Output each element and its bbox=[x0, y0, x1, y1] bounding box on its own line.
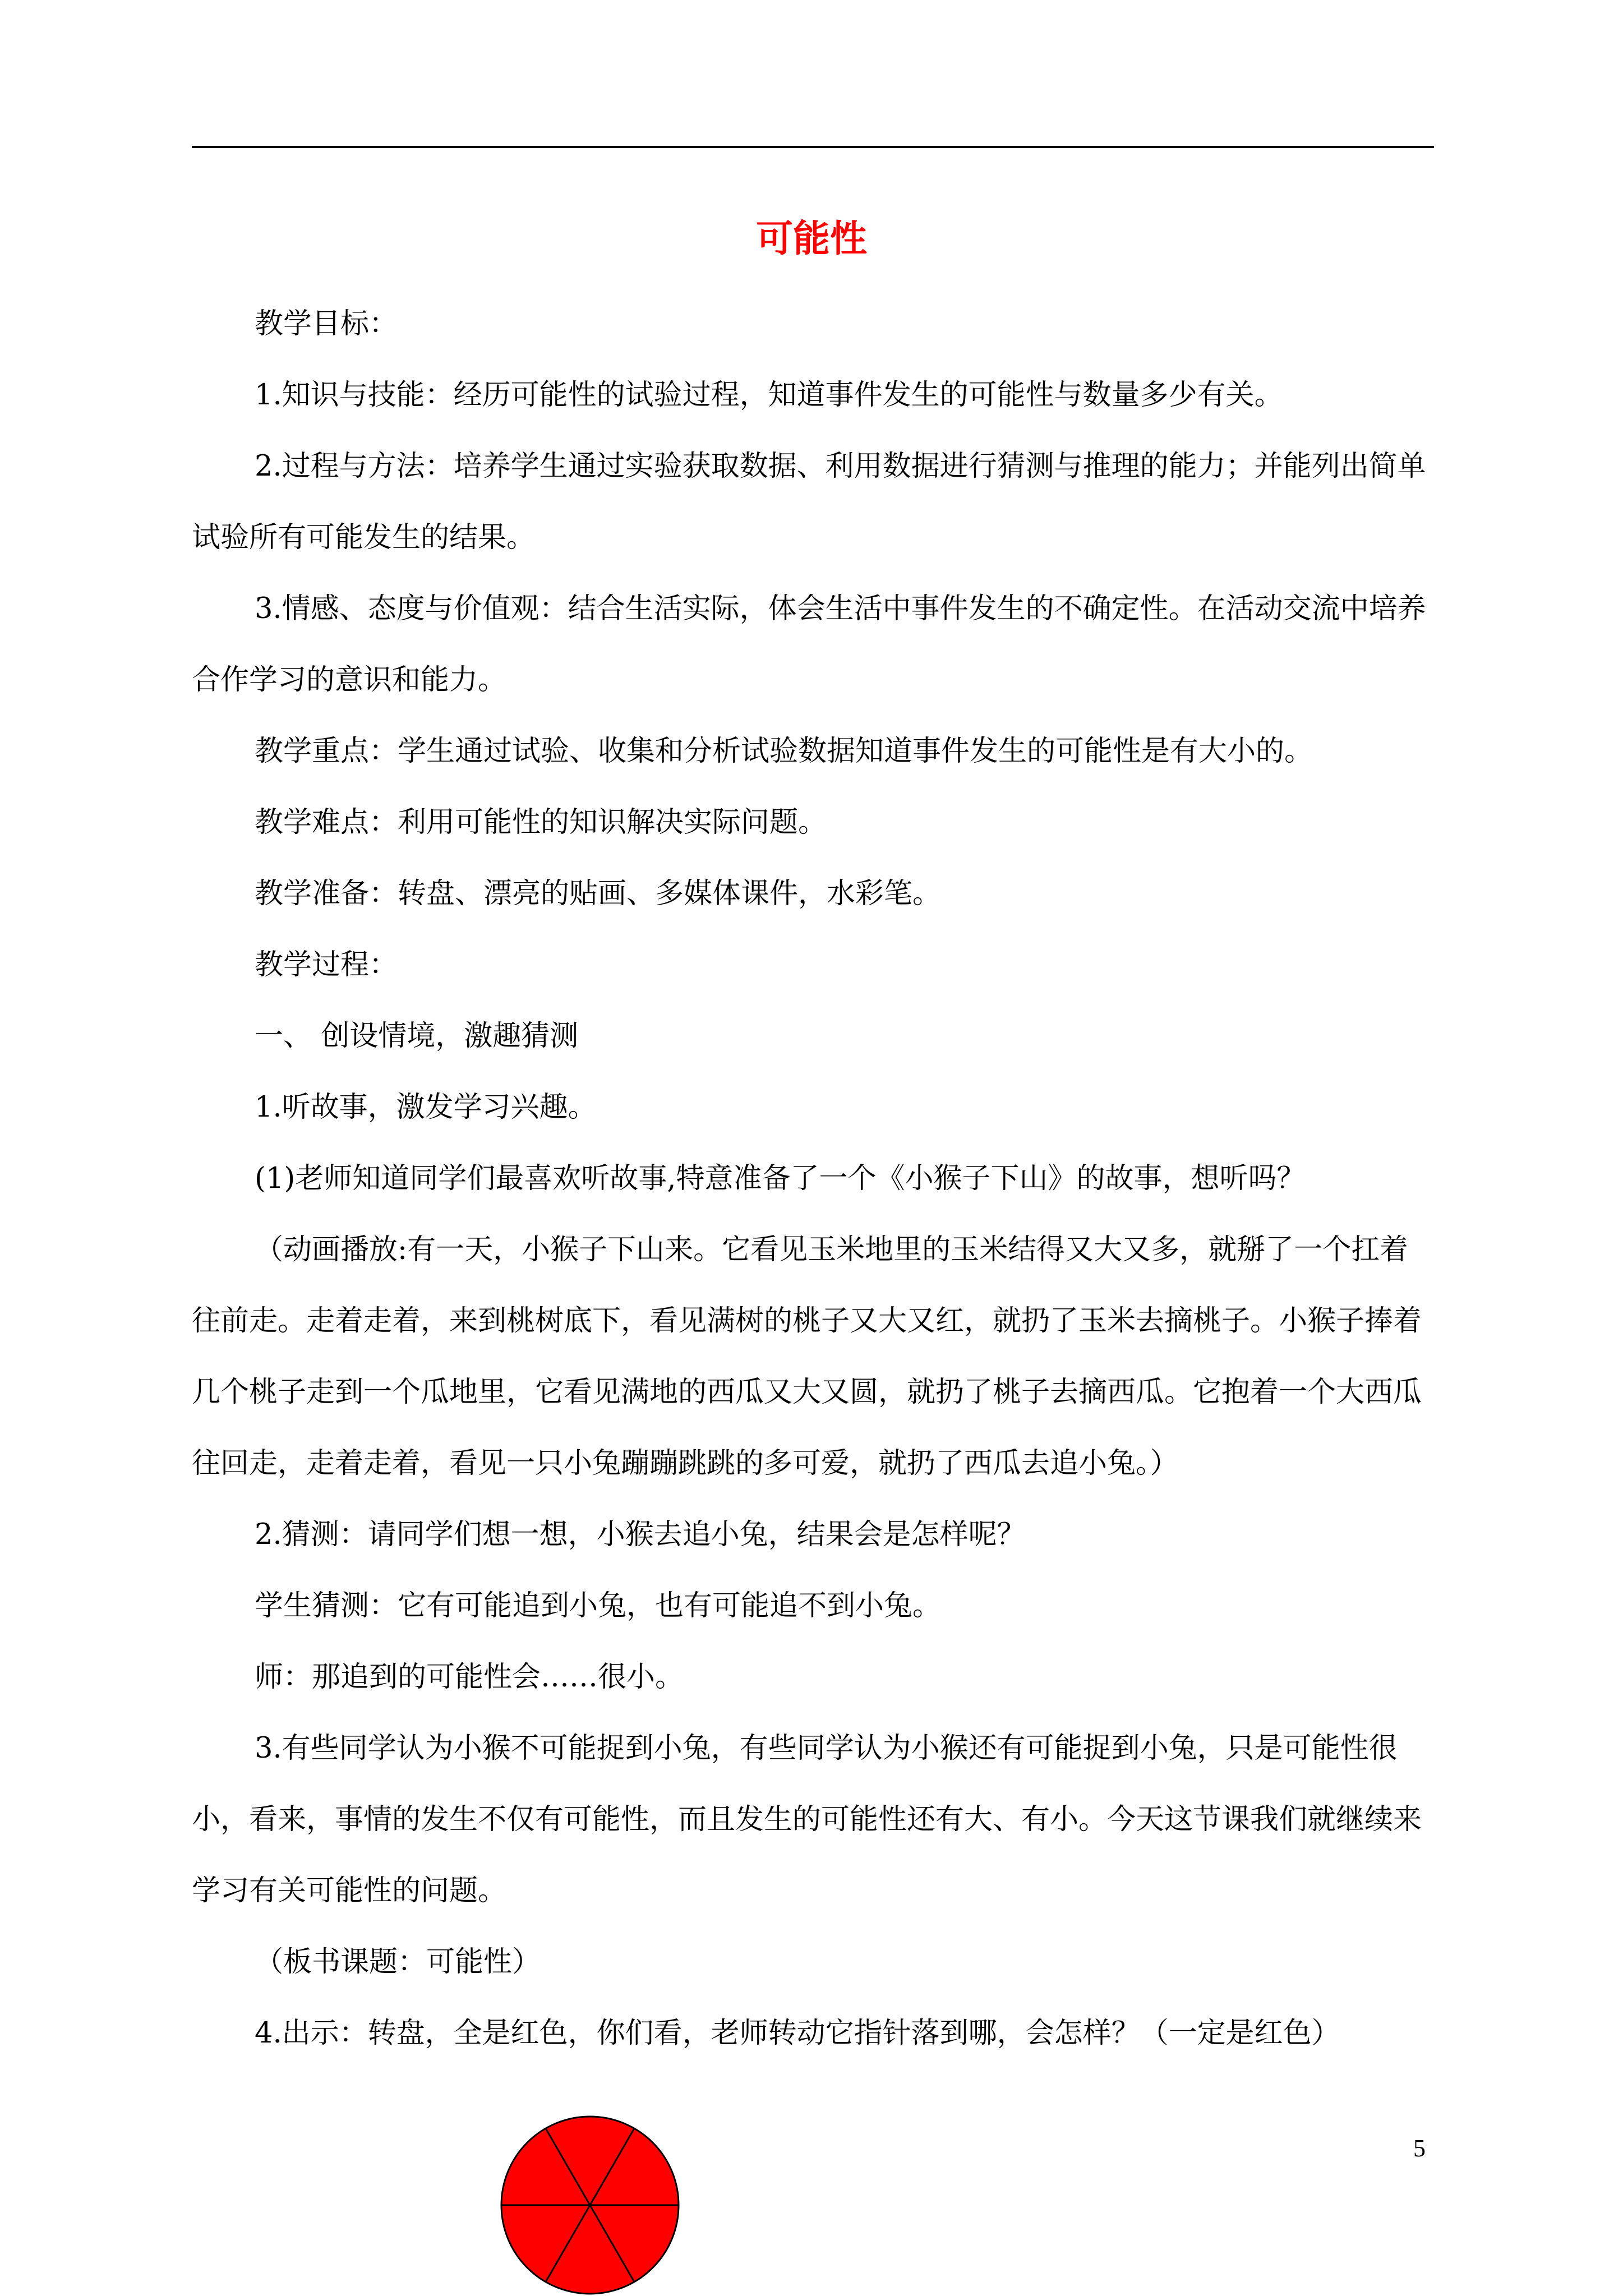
step-guess: 2.猜测：请同学们想一想，小猴去追小兔，结果会是怎样呢？ bbox=[255, 1518, 1026, 1551]
goal-process-methods: 2.过程与方法：培养学生通过实验获取数据、利用数据进行猜测与推理的能力；并能列出简单试验所有可能发生的结果。 bbox=[192, 450, 1426, 554]
teaching-key-point: 教学重点：学生通过试验、收集和分析试验数据知道事件发生的可能性是有大小的。 bbox=[255, 735, 1313, 768]
story-animation: （动画播放:有一天，小猴子下山来。它看见玉米地里的玉米结得又大又多，就掰了一个扛着往前走。走着走着，来到桃树底下，看见满树的桃子又大又红，就扔了玉米去摘桃子。小猴子捧着几个桃子走到一个瓜地里，它看见满地的西瓜又大又圆，就扔了桃子去摘西瓜。它抱着一个大西瓜往回走，走着走着，看见一只小兔蹦蹦跳跳的多可爱，就扔了西瓜去追小兔。） bbox=[192, 1233, 1422, 1480]
document-title: 可能性 bbox=[756, 217, 867, 260]
story-intro: (1)老师知道同学们最喜欢听故事,特意准备了一个《小猴子下山》的故事，想听吗？ bbox=[255, 1162, 1306, 1195]
section-one-heading: 一、 创设情境，激趣猜测 bbox=[255, 1020, 579, 1053]
teaching-difficulty: 教学难点：利用可能性的知识解决实际问题。 bbox=[255, 806, 827, 839]
step-listen-story: 1.听故事，激发学习兴趣。 bbox=[255, 1091, 597, 1124]
step-show-spinner: 4.出示：转盘，全是红色，你们看，老师转动它指针落到哪，会怎样？（一定是红色） bbox=[255, 2017, 1340, 2050]
goal-emotion-values: 3.情感、态度与价值观：结合生活实际，体会生活中事件发生的不确定性。在活动交流中培养合作学习的意识和能力。 bbox=[192, 592, 1426, 697]
student-guess: 学生猜测：它有可能追到小兔，也有可能追不到小兔。 bbox=[255, 1589, 942, 1622]
page-number: 5 bbox=[1413, 2134, 1426, 2162]
teaching-preparation: 教学准备：转盘、漂亮的贴画、多媒体课件，水彩笔。 bbox=[255, 877, 942, 910]
board-title: （板书课题：可能性） bbox=[255, 1945, 541, 1979]
teacher-remark: 师：那追到的可能性会……很小。 bbox=[255, 1661, 684, 1694]
red-spinner-illustration bbox=[499, 2114, 681, 2296]
step-discussion: 3.有些同学认为小猴不可能捉到小兔，有些同学认为小猴还有可能捉到小兔，只是可能性很小，看来，事情的发生不仅有可能性，而且发生的可能性还有大、有小。今天这节课我们就继续来学习有关可能性的问题。 bbox=[192, 1732, 1422, 1907]
header-rule bbox=[192, 146, 1434, 148]
teaching-goals-heading: 教学目标： bbox=[255, 307, 398, 340]
goal-knowledge-skills: 1.知识与技能：经历可能性的试验过程，知道事件发生的可能性与数量多少有关。 bbox=[255, 379, 1283, 412]
teaching-process-heading: 教学过程： bbox=[255, 948, 398, 981]
